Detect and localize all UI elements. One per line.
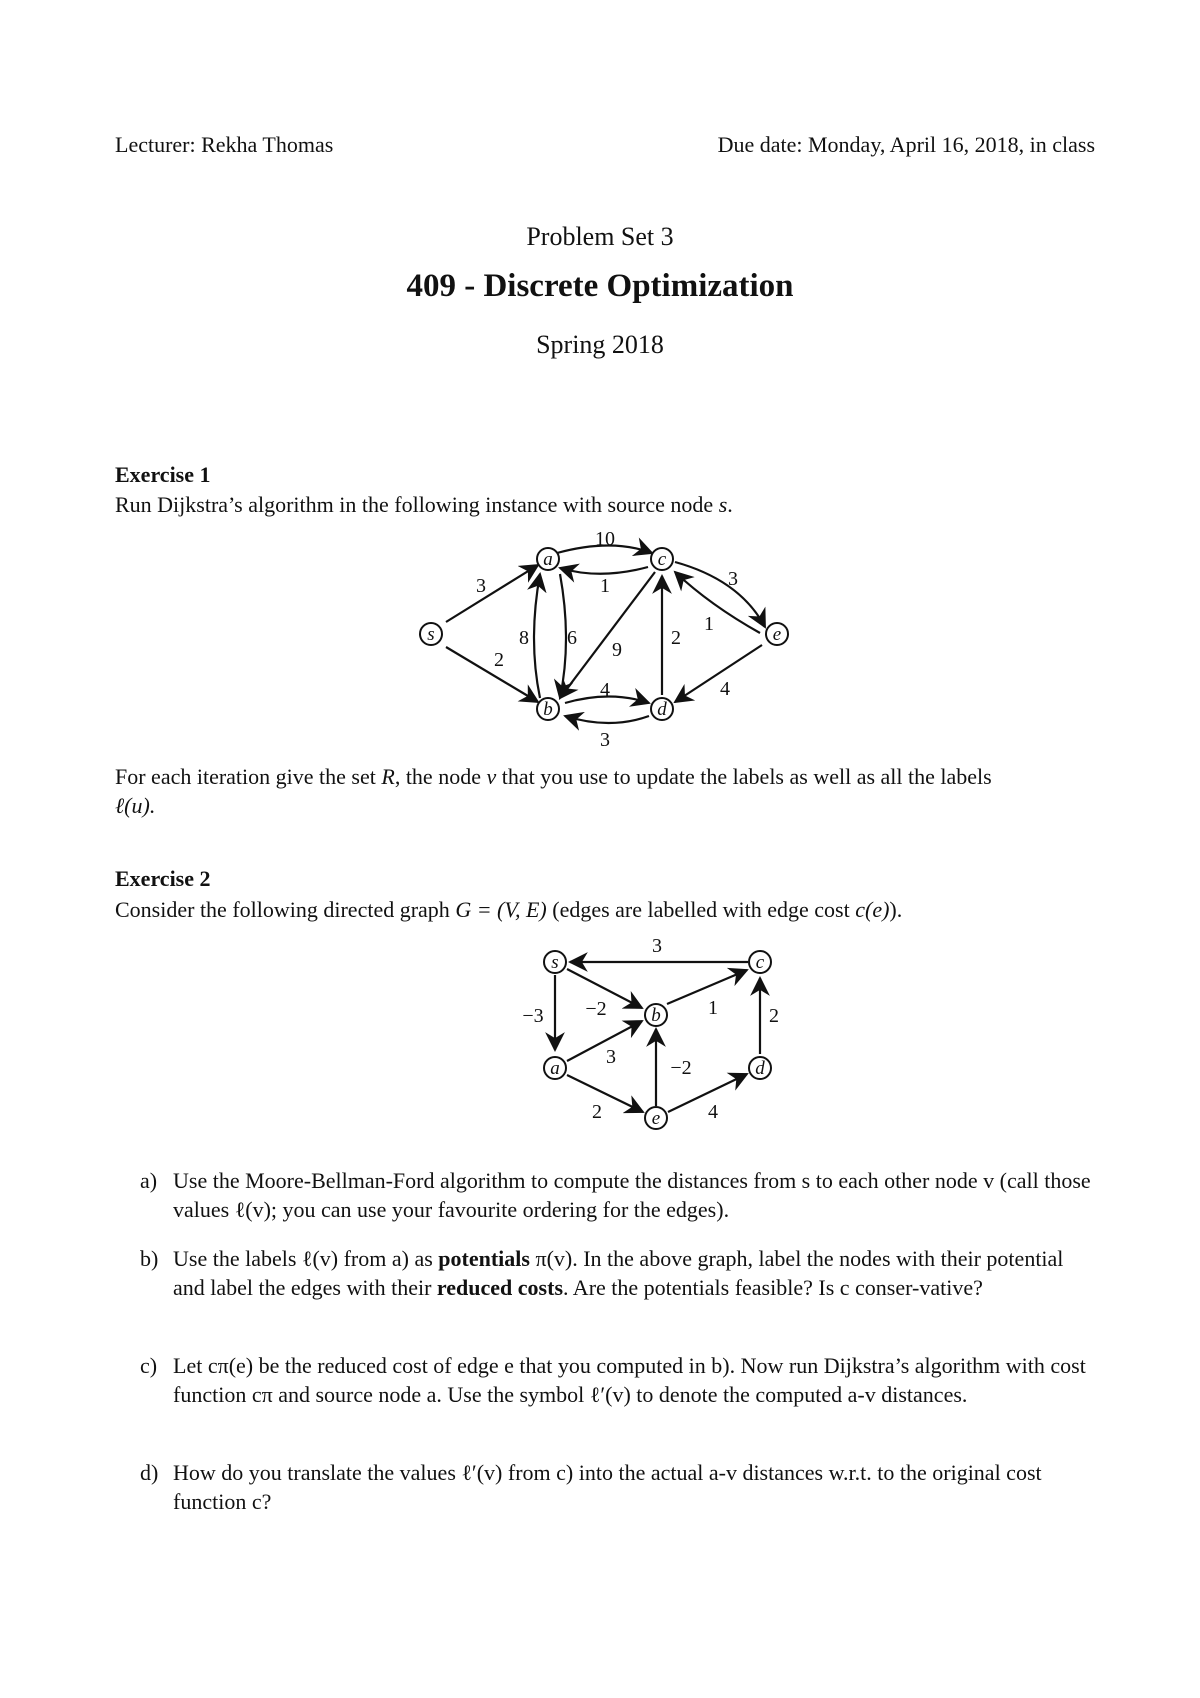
question-a: [140, 1166, 1095, 1224]
node-label: b: [651, 1005, 661, 1026]
node-label: d: [755, 1058, 765, 1079]
problem-set-label: Problem Set 3: [526, 222, 674, 251]
edge-label: 4: [708, 1101, 718, 1123]
node-label: s: [427, 624, 435, 645]
edge-s-a: [446, 565, 538, 622]
edge-label: 1: [708, 997, 718, 1019]
exercise-1-intro: Run Dijkstra’s algorithm in the following instance with source node s.: [115, 492, 733, 517]
node-label: c: [657, 549, 667, 570]
edge-label: 2: [592, 1101, 602, 1123]
question-d: [140, 1458, 1095, 1516]
edge-a-b: [560, 574, 566, 698]
node-label: d: [657, 699, 667, 720]
exercise-2-intro: Consider the following directed graph G = (V, E) (edges are labelled with edge cost c(e)).: [115, 897, 903, 922]
edge-label: 3: [652, 935, 662, 957]
edge-label: 1: [704, 613, 714, 635]
node-label: a: [543, 549, 553, 570]
question-label: a): [140, 1168, 158, 1193]
edge-s-b: [446, 647, 538, 702]
lecturer-text: Lecturer: Rekha Thomas: [115, 132, 334, 157]
edge-e-d: [675, 645, 762, 702]
edge-label: 8: [519, 627, 529, 649]
edge-label: −2: [670, 1057, 692, 1079]
node-label: c: [755, 952, 765, 973]
edge-label: 4: [720, 678, 730, 700]
edge-b-a: [534, 574, 540, 698]
question-text: Use the Moore-Bellman-Ford algorithm to compute the distances from s to each other node v (call those values ℓ(v); you can use your favourite ordering for the edges).: [173, 1168, 1091, 1222]
edge-label: 1: [600, 575, 610, 597]
question-text: Use the labels ℓ(v) from a) as potentials π(v). In the above graph, label the nodes with their potential and label the edges with their reduced costs. Are the potentials feasible? Is c conser-vative?: [173, 1246, 1064, 1300]
node-label: a: [550, 1058, 560, 1079]
edge-label: 2: [769, 1005, 779, 1027]
edge-label: 3: [606, 1046, 616, 1068]
course-title: 409 - Discrete Optimization: [406, 268, 794, 304]
edge-label: 3: [728, 568, 738, 590]
question-label: d): [140, 1460, 159, 1485]
edge-label: 10: [595, 528, 615, 550]
question-b: [140, 1244, 1095, 1302]
edge-label: 3: [600, 729, 610, 751]
node-label: s: [551, 952, 559, 973]
node-label: e: [651, 1108, 661, 1129]
edge-label: −3: [522, 1005, 544, 1027]
node-label: b: [543, 699, 553, 720]
due-date-text: Due date: Monday, April 16, 2018, in class: [717, 132, 1095, 157]
question-c: [140, 1351, 1095, 1409]
edge-label: 2: [671, 627, 681, 649]
edge-a-e: [567, 1075, 643, 1112]
edge-d-b: [565, 716, 649, 723]
edge-c-e: [675, 562, 765, 627]
question-label: c): [140, 1353, 158, 1378]
edge-label: 2: [494, 649, 504, 671]
exercise-1-title: Exercise 1: [115, 462, 211, 487]
edge-label: 9: [612, 639, 622, 661]
edge-c-a: [560, 567, 648, 574]
question-text: How do you translate the values ℓ′(v) from c) into the actual a-v distances w.r.t. to the original cost function c?: [173, 1460, 1042, 1514]
exercise-1-question: For each iteration give the set R, the node v that you use to update the labels as well as all the labels ℓ(u).: [115, 764, 992, 818]
node-label: e: [772, 624, 782, 645]
term-label: Spring 2018: [536, 330, 664, 359]
edge-b-c: [667, 970, 747, 1004]
question-label: b): [140, 1246, 159, 1271]
edge-a-b: [567, 1021, 642, 1061]
edge-label: 4: [600, 679, 610, 701]
exercise-2-title: Exercise 2: [115, 866, 211, 891]
question-text: Let cπ(e) be the reduced cost of edge e that you computed in b). Now run Dijkstra’s algorithm with cost function cπ and source node a. Use the symbol ℓ′(v) to denote the computed a-v distances.: [173, 1353, 1086, 1407]
edge-label: 3: [476, 575, 486, 597]
edge-label: −2: [585, 998, 607, 1020]
edge-label: 6: [567, 627, 577, 649]
